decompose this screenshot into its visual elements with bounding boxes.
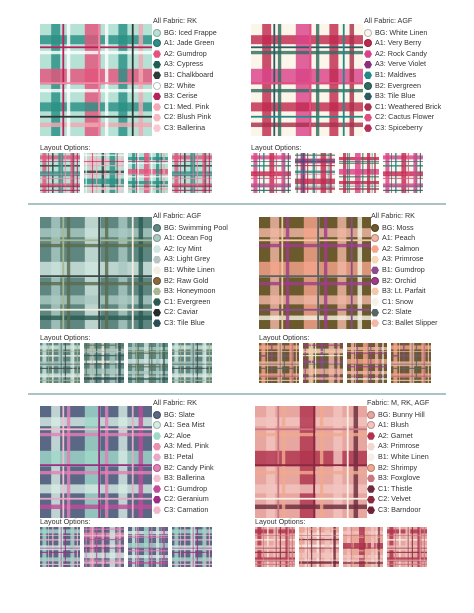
layout-option-thumbnail[interactable] xyxy=(40,153,80,193)
fabric-swatch-hex-icon xyxy=(364,92,372,100)
section-divider xyxy=(28,393,446,395)
legend-item xyxy=(153,318,228,329)
legend-item xyxy=(153,494,214,505)
legend-item-label: A3: Cypress xyxy=(164,59,204,69)
fabric-legend-1 xyxy=(153,16,217,134)
legend-item xyxy=(364,49,441,60)
legend-item xyxy=(153,123,217,134)
fabric-swatch-hex-icon xyxy=(153,309,161,317)
legend-item xyxy=(153,59,217,70)
legend-item xyxy=(371,244,438,255)
legend-item xyxy=(153,276,228,287)
fabric-legend-4 xyxy=(371,211,438,329)
legend-item-label: BG: Swimming Pool xyxy=(164,222,228,232)
legend-item xyxy=(153,81,217,92)
layout-option-thumbnail[interactable] xyxy=(255,527,295,567)
legend-item xyxy=(153,38,217,49)
legend-item-label: A2: Gumdrop xyxy=(164,48,207,58)
quilt-preview-5 xyxy=(40,406,152,518)
legend-item-label: B1: Gumdrop xyxy=(382,264,425,274)
layout-option-thumbnail[interactable] xyxy=(383,153,423,193)
layout-option-thumbnail[interactable] xyxy=(40,343,80,383)
fabric-swatch-hex-icon xyxy=(153,506,161,514)
fabric-swatch-round-icon xyxy=(367,411,375,419)
legend-item-label: B3: Lt. Parfait xyxy=(382,286,426,296)
fabric-swatch-round-icon xyxy=(371,234,379,242)
fabric-swatch-round-icon xyxy=(367,421,375,429)
legend-item-label: C3: Tile Blue xyxy=(164,317,205,327)
legend-item-label: A2: Aloe xyxy=(164,430,191,440)
fabric-swatch-hex-icon xyxy=(153,319,161,327)
fabric-swatch-round-icon xyxy=(364,82,372,90)
legend-item-label: A2: Garnet xyxy=(378,430,413,440)
fabric-swatch-round-icon xyxy=(153,224,161,232)
legend-item xyxy=(153,484,214,495)
fabric-swatch-hex-icon xyxy=(367,506,375,514)
layout-options-label: Layout Options: xyxy=(40,517,91,526)
legend-item-label: C1: Med. Pink xyxy=(164,101,210,111)
legend-item-label: C1: Thistle xyxy=(378,483,413,493)
legend-item-label: C2: Geranium xyxy=(164,494,209,504)
legend-item xyxy=(153,410,214,421)
layout-thumbnails-1 xyxy=(40,153,212,193)
legend-item-label: A2: Icy Mint xyxy=(164,243,202,253)
fabric-swatch-hex-icon xyxy=(364,61,372,69)
layout-option-thumbnail[interactable] xyxy=(259,343,299,383)
legend-item-label: C3: Ballet Slipper xyxy=(382,317,438,327)
fabric-swatch-round-icon xyxy=(367,464,375,472)
legend-item xyxy=(153,505,214,516)
fabric-swatch-round-icon xyxy=(371,224,379,232)
layout-option-thumbnail[interactable] xyxy=(347,343,387,383)
fabric-swatch-hex-icon xyxy=(367,485,375,493)
fabric-swatch-hex-icon xyxy=(371,319,379,327)
legend-item-label: C1: Weathered Brick xyxy=(375,101,442,111)
legend-item-label: BG: White Linen xyxy=(375,27,428,37)
fabric-swatch-hex-icon xyxy=(153,71,161,79)
fabric-swatch-hex-icon xyxy=(153,245,161,253)
legend-item xyxy=(153,223,228,234)
layout-option-thumbnail[interactable] xyxy=(128,343,168,383)
legend-item xyxy=(153,473,214,484)
legend-item xyxy=(367,505,429,516)
legend-item xyxy=(153,297,228,308)
legend-item-label: B2: Orchid xyxy=(382,275,416,285)
layout-option-thumbnail[interactable] xyxy=(343,527,383,567)
fabric-swatch-hex-icon xyxy=(367,432,375,440)
legend-item xyxy=(153,286,228,297)
legend-item-label: B3: Ballerina xyxy=(164,473,205,483)
fabric-swatch-hex-icon xyxy=(367,453,375,461)
layout-options-label: Layout Options: xyxy=(40,143,91,152)
layout-option-thumbnail[interactable] xyxy=(40,527,80,567)
layout-option-thumbnail[interactable] xyxy=(128,153,168,193)
palette-panel-3 xyxy=(0,205,237,405)
legend-item xyxy=(153,265,228,276)
fabric-legend-6 xyxy=(367,398,429,516)
fabric-swatch-hex-icon xyxy=(153,256,161,264)
quilt-preview-1 xyxy=(40,24,152,136)
legend-item xyxy=(153,244,228,255)
quilt-preview-2 xyxy=(251,24,363,136)
legend-item-label: A2: Rock Candy xyxy=(375,48,427,58)
legend-item xyxy=(364,81,441,92)
fabric-swatch-hex-icon xyxy=(153,124,161,132)
legend-item-label: A1: Peach xyxy=(382,233,416,243)
fabric-swatch-hex-icon xyxy=(153,485,161,493)
layout-option-thumbnail[interactable] xyxy=(172,343,212,383)
legend-item xyxy=(364,28,441,39)
layout-option-thumbnail[interactable] xyxy=(299,527,339,567)
palette-panel-2 xyxy=(237,0,474,200)
fabric-swatch-hex-icon xyxy=(153,92,161,100)
legend-item xyxy=(364,91,441,102)
fabric-swatch-hex-icon xyxy=(364,124,372,132)
fabric-swatch-hex-icon xyxy=(153,474,161,482)
layout-options-label: Layout Options: xyxy=(40,333,91,342)
legend-item xyxy=(153,307,228,318)
legend-item-label: A3: Primrose xyxy=(382,254,424,264)
legend-item-label: BG: Slate xyxy=(164,409,195,419)
legend-item-label: B3: Tile Blue xyxy=(375,91,416,101)
legend-item-label: B1: Chalkboard xyxy=(164,69,214,79)
legend-item xyxy=(364,102,441,113)
legend-item xyxy=(364,123,441,134)
layout-option-thumbnail[interactable] xyxy=(84,343,124,383)
quilt-preview-6 xyxy=(255,406,367,518)
legend-item-label: C2: Cactus Flower xyxy=(375,112,435,122)
layout-option-thumbnail[interactable] xyxy=(391,343,431,383)
palette-panel-6 xyxy=(237,396,474,596)
legend-item-label: BG: Moss xyxy=(382,222,414,232)
legend-item xyxy=(371,223,438,234)
fabric-swatch-hex-icon xyxy=(367,496,375,504)
legend-item xyxy=(153,452,214,463)
fabric-swatch-round-icon xyxy=(153,82,161,90)
legend-item xyxy=(371,233,438,244)
fabric-swatch-hex-icon xyxy=(153,103,161,111)
layout-option-thumbnail[interactable] xyxy=(172,153,212,193)
legend-item xyxy=(364,70,441,81)
legend-item xyxy=(367,441,429,452)
legend-item xyxy=(367,420,429,431)
legend-item-label: C1: Evergreen xyxy=(164,296,211,306)
legend-item xyxy=(364,112,441,123)
legend-item-label: B2: White xyxy=(164,80,196,90)
fabric-swatch-hex-icon xyxy=(153,114,161,122)
fabric-swatch-round-icon xyxy=(153,234,161,242)
legend-item xyxy=(153,431,214,442)
legend-item xyxy=(153,233,228,244)
layout-option-thumbnail[interactable] xyxy=(84,527,124,567)
fabric-swatch-hex-icon xyxy=(153,443,161,451)
fabric-swatch-round-icon xyxy=(153,39,161,47)
fabric-swatch-hex-icon xyxy=(371,245,379,253)
layout-option-thumbnail[interactable] xyxy=(339,153,379,193)
legend-item xyxy=(367,473,429,484)
fabric-swatch-round-icon xyxy=(153,277,161,285)
layout-option-thumbnail[interactable] xyxy=(84,153,124,193)
fabric-swatch-round-icon xyxy=(153,464,161,472)
fabric-swatch-hex-icon xyxy=(371,266,379,274)
legend-item xyxy=(371,297,438,308)
layout-thumbnails-5 xyxy=(40,527,212,567)
legend-item xyxy=(364,38,441,49)
fabric-swatch-round-icon xyxy=(153,421,161,429)
fabric-legend-5 xyxy=(153,398,214,516)
fabric-swatch-round-icon xyxy=(364,29,372,37)
legend-item xyxy=(367,484,429,495)
legend-item xyxy=(364,59,441,70)
fabric-swatch-round-icon xyxy=(371,277,379,285)
fabric-swatch-round-icon xyxy=(153,411,161,419)
legend-item xyxy=(371,254,438,265)
fabric-swatch-hex-icon xyxy=(153,266,161,274)
legend-item xyxy=(153,254,228,265)
legend-item xyxy=(153,49,217,60)
legend-item-label: B1: White Linen xyxy=(378,451,429,461)
legend-item-label: C2: Caviar xyxy=(164,307,198,317)
legend-item-label: B2: Raw Gold xyxy=(164,275,209,285)
legend-item xyxy=(367,494,429,505)
legend-item-label: B2: Evergreen xyxy=(375,80,421,90)
legend-item xyxy=(371,286,438,297)
legend-item-label: B1: Maldives xyxy=(375,69,417,79)
layout-option-thumbnail[interactable] xyxy=(387,527,427,567)
layout-option-thumbnail[interactable] xyxy=(295,153,335,193)
layout-thumbnails-3 xyxy=(40,343,212,383)
legend-item-label: C1: Gumdrop xyxy=(164,483,208,493)
fabric-swatch-round-icon xyxy=(153,29,161,37)
legend-item-label: A2: Salmon xyxy=(382,243,420,253)
layout-thumbnails-2 xyxy=(251,153,423,193)
legend-item xyxy=(153,463,214,474)
fabric-swatch-hex-icon xyxy=(153,287,161,295)
fabric-legend-3 xyxy=(153,211,228,329)
legend-item-label: B2: Shrimpy xyxy=(378,462,418,472)
legend-item xyxy=(153,102,217,113)
legend-item-label: B1: Petal xyxy=(164,451,194,461)
legend-item-label: A1: Jade Green xyxy=(164,38,215,48)
legend-item-label: B3: Cerise xyxy=(164,91,198,101)
legend-item-label: C3: Barndoor xyxy=(378,504,421,514)
palette-panel-4 xyxy=(237,205,474,405)
layout-options-label: Layout Options: xyxy=(251,143,302,152)
legend-title: Fabric: M, RK, AGF xyxy=(367,398,430,407)
legend-item xyxy=(371,265,438,276)
fabric-swatch-hex-icon xyxy=(371,287,379,295)
legend-item-label: B2: Candy Pink xyxy=(164,462,214,472)
layout-option-thumbnail[interactable] xyxy=(251,153,291,193)
legend-item-label: A3: Verve Violet xyxy=(375,59,427,69)
legend-item-label: A3: Light Grey xyxy=(164,254,210,264)
legend-title: All Fabric: RK xyxy=(371,211,415,220)
layout-options-label: Layout Options: xyxy=(255,517,306,526)
fabric-swatch-hex-icon xyxy=(371,256,379,264)
legend-item-label: A3: Primrose xyxy=(378,441,420,451)
legend-item xyxy=(153,28,217,39)
quilt-preview-3 xyxy=(40,217,152,329)
fabric-swatch-hex-icon xyxy=(153,50,161,58)
fabric-swatch-hex-icon xyxy=(371,298,379,306)
layout-option-thumbnail[interactable] xyxy=(172,527,212,567)
legend-item xyxy=(153,91,217,102)
fabric-swatch-hex-icon xyxy=(371,309,379,317)
legend-item xyxy=(153,112,217,123)
quilt-preview-4 xyxy=(259,217,371,329)
legend-item xyxy=(153,420,214,431)
legend-item-label: B1: White Linen xyxy=(164,264,215,274)
legend-item-label: A1: Blush xyxy=(378,420,409,430)
layout-options-label: Layout Options: xyxy=(259,333,310,342)
legend-item xyxy=(153,441,214,452)
legend-title: All Fabric: RK xyxy=(153,398,197,407)
fabric-swatch-hex-icon xyxy=(364,103,372,111)
legend-item-label: C2: Blush Pink xyxy=(164,112,212,122)
fabric-swatch-hex-icon xyxy=(364,71,372,79)
legend-item xyxy=(367,410,429,421)
palette-panel-1 xyxy=(0,0,237,200)
fabric-swatch-hex-icon xyxy=(364,114,372,122)
legend-item xyxy=(153,70,217,81)
legend-item-label: A1: Very Berry xyxy=(375,38,422,48)
legend-item-label: A1: Ocean Fog xyxy=(164,233,213,243)
legend-item-label: C3: Carnation xyxy=(164,504,209,514)
fabric-swatch-hex-icon xyxy=(367,474,375,482)
fabric-swatch-hex-icon xyxy=(153,298,161,306)
legend-item-label: BG: Iced Frappe xyxy=(164,27,217,37)
fabric-swatch-hex-icon xyxy=(153,61,161,69)
fabric-swatch-hex-icon xyxy=(153,453,161,461)
legend-item-label: C3: Ballerina xyxy=(164,122,206,132)
fabric-legend-2 xyxy=(364,16,441,134)
legend-item-label: C2: Slate xyxy=(382,307,412,317)
legend-item xyxy=(371,318,438,329)
legend-item-label: A1: Sea Mist xyxy=(164,420,205,430)
legend-title: All Fabric: AGF xyxy=(364,16,413,25)
legend-item xyxy=(371,276,438,287)
layout-option-thumbnail[interactable] xyxy=(303,343,343,383)
fabric-swatch-hex-icon xyxy=(364,50,372,58)
legend-item xyxy=(371,307,438,318)
legend-item-label: BG: Bunny Hill xyxy=(378,409,425,419)
layout-thumbnails-4 xyxy=(259,343,431,383)
legend-item xyxy=(367,463,429,474)
legend-item-label: A3: Med. Pink xyxy=(164,441,209,451)
legend-item-label: C1: Snow xyxy=(382,296,414,306)
legend-title: All Fabric: AGF xyxy=(153,211,202,220)
fabric-swatch-hex-icon xyxy=(367,443,375,451)
legend-title: All Fabric: RK xyxy=(153,16,197,25)
legend-item-label: C2: Velvet xyxy=(378,494,411,504)
legend-item-label: B3: Honeymoon xyxy=(164,286,216,296)
legend-item-label: C3: Spiceberry xyxy=(375,122,423,132)
palette-panel-5 xyxy=(0,396,237,596)
legend-item-label: B3: Foxglove xyxy=(378,473,420,483)
fabric-swatch-round-icon xyxy=(364,39,372,47)
fabric-swatch-hex-icon xyxy=(153,432,161,440)
legend-item xyxy=(367,452,429,463)
layout-option-thumbnail[interactable] xyxy=(128,527,168,567)
layout-thumbnails-6 xyxy=(255,527,427,567)
legend-item xyxy=(367,431,429,442)
fabric-swatch-hex-icon xyxy=(153,496,161,504)
